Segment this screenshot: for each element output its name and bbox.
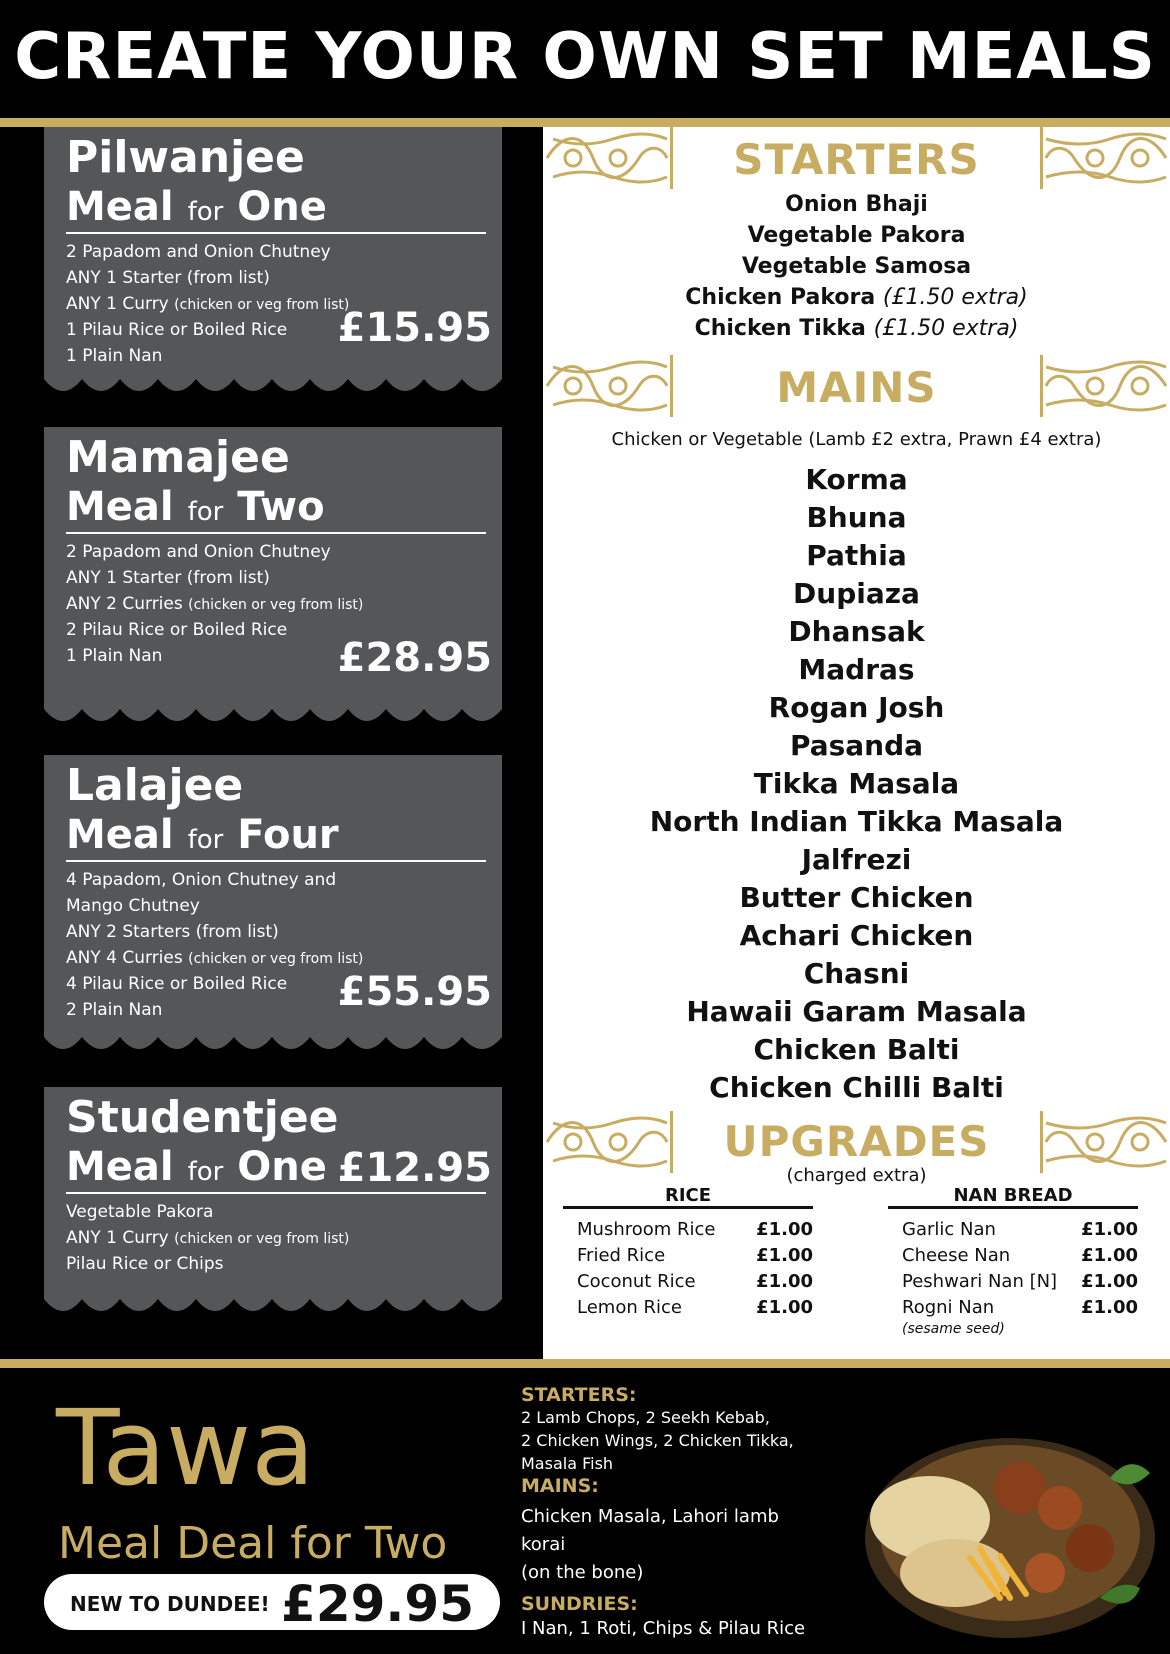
meal-card-mamajee [44,427,502,737]
food-platter-icon [860,1398,1160,1648]
deal-line: 2 Chicken Wings, 2 Chicken Tikka, [521,1431,794,1450]
main-item: Jalfrezi [801,843,912,876]
tawa-deal-banner [0,1368,1170,1654]
meal-item: 2 Papadom and Onion Chutney [66,541,331,562]
main-item: Dhansak [788,615,925,648]
meal-name: Pilwanjee [66,132,305,183]
card-rule [66,860,486,862]
upgrade-row: Peshwari Nan [N] £1.00 [902,1271,1138,1292]
main-item: Dupiaza [793,577,920,610]
for-word: for [187,196,224,227]
tawa-title: Tawa [56,1387,315,1509]
main-item: Pasanda [789,729,924,762]
main-item: Korma [805,463,908,496]
meal-item: 4 Papadom, Onion Chutney and [66,869,337,890]
upgrade-row: Rogni Nan £1.00 [902,1297,1138,1318]
meal-item: Pilau Rice or Chips [66,1253,224,1274]
mains-heading: MAINS [776,363,937,412]
meal-card-studentjee [44,1087,502,1327]
page-header [0,0,1170,118]
meal-item: ANY 4 Curries (chicken or veg from list) [66,947,364,968]
meal-size: One [237,183,327,230]
upgrade-row: Fried Rice £1.00 [577,1245,813,1266]
main-item: Pathia [806,539,907,572]
deal-line: Masala Fish [521,1454,614,1473]
starter-item: Chicken Pakora (£1.50 extra) [685,285,1028,310]
meal-item: ANY 2 Starters (from list) [66,921,279,942]
scalloped-edge-icon [44,373,502,407]
meal-name: Mamajee [66,432,290,483]
deal-sundries-heading: SUNDRIES: [521,1593,638,1615]
nan-upgrades [888,1183,1138,1337]
mains-list [543,461,1170,1107]
upgrade-row: Mushroom Rice £1.00 [577,1219,813,1240]
starter-item: Vegetable Samosa [741,254,972,279]
deal-starters-heading: STARTERS: [521,1384,637,1406]
meal-item: ANY 1 Curry (chicken or veg from list) [66,293,350,314]
menu-column [543,127,1170,1359]
meal-item: Vegetable Pakora [66,1201,214,1222]
meal-item: 2 Plain Nan [66,999,163,1020]
meal-item: ANY 1 Curry (chicken or veg from list) [66,1227,350,1248]
meal-price: £15.95 [337,305,492,351]
upgrades-heading: UPGRADES [723,1117,990,1166]
new-to-dundee-label: NEW TO DUNDEE! [70,1592,270,1616]
upgrade-row: Coconut Rice £1.00 [577,1271,813,1292]
main-item: Madras [798,653,915,686]
meal-name: Lalajee [66,760,244,811]
meal-price: £55.95 [337,969,492,1015]
deal-line: (on the bone) [521,1562,644,1583]
starters-list [543,189,1170,344]
main-item: Chicken Chilli Balti [709,1071,1004,1104]
meal-item: ANY 2 Curries (chicken or veg from list) [66,593,364,614]
for-word: for [187,1156,224,1187]
upgrades-subtitle: (charged extra) [786,1165,927,1186]
meal-size: Two [237,483,325,530]
meal-item: 1 Plain Nan [66,645,163,666]
meal-size-line [66,484,482,530]
meal-item: 2 Pilau Rice or Boiled Rice [66,619,288,640]
starters-heading: STARTERS [733,135,980,184]
scalloped-edge-icon [44,1293,502,1327]
main-item: Chicken Balti [753,1033,960,1066]
meal-item: Mango Chutney [66,895,200,916]
deal-line: 2 Lamb Chops, 2 Seekh Kebab, [521,1408,770,1427]
main-item: Chasni [803,957,910,990]
main-item: Tikka Masala [753,767,960,800]
meal-item: ANY 1 Starter (from list) [66,567,270,588]
meal-size: One [237,1143,327,1190]
meal-word: Meal [66,183,174,230]
nan-heading: NAN BREAD [888,1183,1138,1209]
card-rule [66,532,486,534]
bottom-gold-divider [0,1359,1170,1368]
tawa-subtitle: Meal Deal for Two [58,1518,448,1569]
meal-item: 2 Papadom and Onion Chutney [66,241,331,262]
upgrade-row: Cheese Nan £1.00 [902,1245,1138,1266]
meal-size: Four [237,811,339,858]
meal-word: Meal [66,811,174,858]
upgrade-row: Garlic Nan £1.00 [902,1219,1138,1240]
meal-word: Meal [66,1143,174,1190]
rice-upgrades [563,1183,813,1321]
upgrade-row: Lemon Rice £1.00 [577,1297,813,1318]
card-rule [66,1192,486,1194]
meal-name: Studentjee [66,1092,339,1143]
tawa-deal-details [521,1384,821,1643]
meal-size-line [66,184,482,230]
for-word: for [187,824,224,855]
main-item: North Indian Tikka Masala [649,805,1064,838]
scalloped-edge-icon [44,703,502,737]
meal-items [66,1200,482,1278]
tawa-price-badge [44,1574,500,1633]
starter-item: Vegetable Pakora [747,223,966,248]
meal-item: 1 Pilau Rice or Boiled Rice [66,319,288,340]
meal-price: £12.95 [337,1145,492,1191]
main-item: Bhuna [806,501,907,534]
tawa-price: £29.95 [281,1575,474,1633]
rice-heading: RICE [563,1183,813,1209]
meal-item: 4 Pilau Rice or Boiled Rice [66,973,288,994]
for-word: for [187,496,224,527]
meal-word: Meal [66,483,174,530]
meal-item: ANY 1 Starter (from list) [66,267,270,288]
meal-price: £28.95 [337,635,492,681]
deal-line: I Nan, 1 Roti, Chips & Pilau Rice [521,1618,806,1639]
deal-mains-heading: MAINS: [521,1475,599,1497]
meal-card-lalajee [44,755,502,1065]
scalloped-edge-icon [44,1031,502,1065]
meal-size-line [66,812,482,858]
meal-card-pilwanjee [44,127,502,407]
card-rule [66,232,486,234]
main-item: Achari Chicken [739,919,974,952]
set-meals-column [0,127,543,1359]
sesame-note: (sesame seed) [902,1321,1005,1337]
mains-note: Chicken or Vegetable (Lamb £2 extra, Prawn £4 extra) [611,429,1102,450]
deal-line: Chicken Masala, Lahori lamb korai [521,1506,779,1555]
top-gold-divider [0,118,1170,127]
main-item: Butter Chicken [739,881,974,914]
starter-item: Chicken Tikka (£1.50 extra) [694,316,1019,341]
main-item: Rogan Josh [768,691,945,724]
starter-item: Onion Bhaji [785,192,928,217]
page-title: CREATE YOUR OWN SET MEALS [14,20,1156,94]
main-item: Hawaii Garam Masala [686,995,1027,1028]
meal-item: 1 Plain Nan [66,345,163,366]
